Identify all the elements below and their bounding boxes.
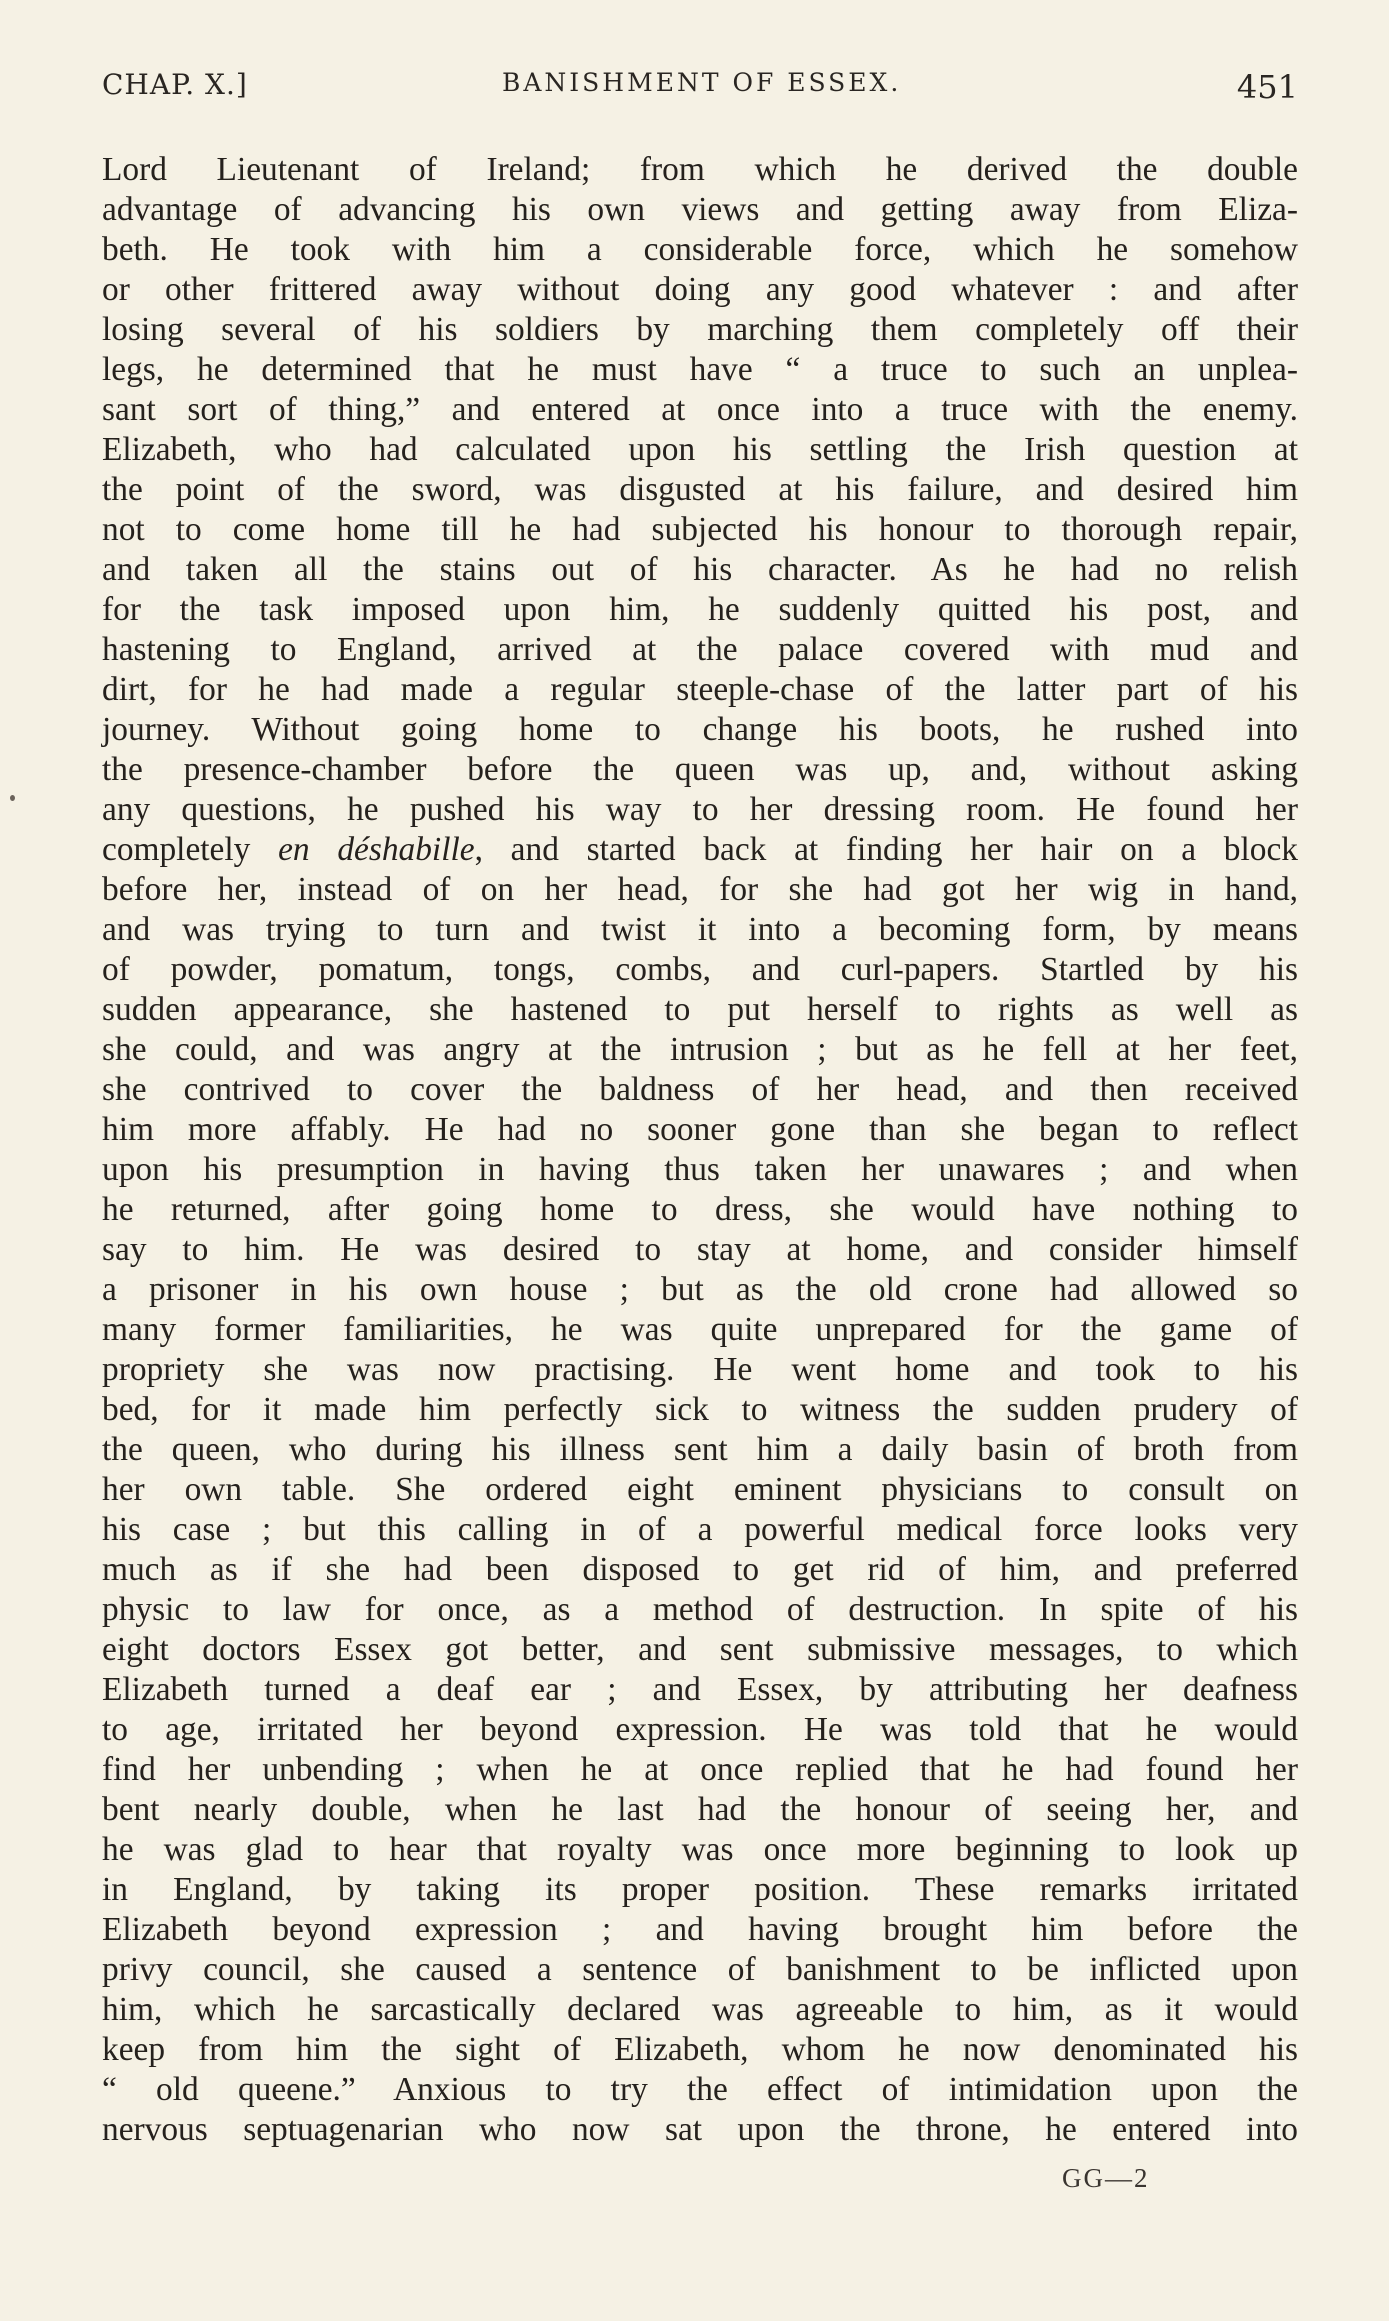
text-line: upon his presumption in having thus taken her unawares ; and when [102,1151,1298,1188]
text-line: much as if she had been disposed to get rid of him, and preferred [102,1551,1298,1588]
text-line: him, which he sarcastically declared was agreeable to him, as it would [102,1991,1298,2028]
text-line: propriety she was now practising. He went home and took to his [102,1351,1298,1388]
signature-mark: GG—2 [1062,2163,1150,2193]
text-line: a prisoner in his own house ; but as the old crone had allowed so [102,1271,1298,1308]
text-line: the point of the sword, was disgusted at his failure, and desired him [102,471,1298,508]
text-line: him more affably. He had no sooner gone than she began to reflect [102,1111,1298,1148]
text-line: bent nearly double, when he last had the honour of seeing her, and [102,1791,1298,1828]
text-line: Elizabeth turned a deaf ear ; and Essex, by attributing her deafness [102,1671,1298,1708]
text-line: any questions, he pushed his way to her dressing room. He found her [102,791,1298,828]
page-number: 451 [1236,68,1298,106]
text-line: Elizabeth, who had calculated upon his settling the Irish question at [102,431,1298,468]
text-line: he returned, after going home to dress, she would have nothing to [102,1191,1298,1228]
text-line: say to him. He was desired to stay at home, and consider himself [102,1231,1298,1268]
text-line: keep from him the sight of Elizabeth, whom he now denominated his [102,2031,1298,2068]
text-line: dirt, for he had made a regular steeple-chase of the latter part of his [102,671,1298,708]
text-line: beth. He took with him a considerable force, which he somehow [102,231,1298,268]
text-line-italic: completely en déshabille, and started back at finding her hair on a block [102,831,1298,868]
text-line: she could, and was angry at the intrusion ; but as he fell at her feet, [102,1031,1298,1068]
text-line: for the task imposed upon him, he suddenly quitted his post, and [102,591,1298,628]
text-line: the queen, who during his illness sent him a daily basin of broth from [102,1431,1298,1468]
text-line: and taken all the stains out of his character. As he had no relish [102,551,1298,588]
margin-speck [10,795,15,801]
text-line: not to come home till he had subjected his honour to thorough repair, [102,511,1298,548]
text-line: legs, he determined that he must have “ a truce to such an unplea- [102,351,1298,388]
text-line: journey. Without going home to change his boots, he rushed into [102,711,1298,748]
text-line: privy council, she caused a sentence of banishment to be inflicted upon [102,1951,1298,1988]
text-line: of powder, pomatum, tongs, combs, and curl-papers. Startled by his [102,951,1298,988]
text-line: “ old queene.” Anxious to try the effect of intimidation upon the [102,2071,1298,2108]
text-line: sant sort of thing,” and entered at once into a truce with the enemy. [102,391,1298,428]
text-line: sudden appearance, she hastened to put herself to rights as well as [102,991,1298,1028]
text-line: advantage of advancing his own views and getting away from Eliza- [102,191,1298,228]
text-line: his case ; but this calling in of a powerful medical force looks very [102,1511,1298,1548]
text-line: hastening to England, arrived at the palace covered with mud and [102,631,1298,668]
text-line: physic to law for once, as a method of destruction. In spite of his [102,1591,1298,1628]
text-line: eight doctors Essex got better, and sent submissive messages, to which [102,1631,1298,1668]
text-line: to age, irritated her beyond expression. He was told that he would [102,1711,1298,1748]
text-line: nervous septuagenarian who now sat upon the throne, he entered into [102,2111,1298,2148]
text-line: her own table. She ordered eight eminent physicians to consult on [102,1471,1298,1508]
text-line: or other frittered away without doing any good whatever : and after [102,271,1298,308]
text-line: and was trying to turn and twist it into a becoming form, by means [102,911,1298,948]
text-line: Lord Lieutenant of Ireland; from which he derived the double [102,151,1298,188]
text-line: he was glad to hear that royalty was once more beginning to look up [102,1831,1298,1868]
text-line: many former familiarities, he was quite unprepared for the game of [102,1311,1298,1348]
italic-phrase: en déshabille [278,831,475,868]
text-line: find her unbending ; when he at once replied that he had found her [102,1751,1298,1788]
text-line: losing several of his soldiers by marching them completely off their [102,311,1298,348]
body-text [102,150,1298,2150]
text-line: before her, instead of on her head, for she had got her wig in hand, [102,871,1298,908]
running-title: BANISHMENT OF ESSEX. [502,68,902,97]
text-line: Elizabeth beyond expression ; and having brought him before the [102,1911,1298,1948]
text-line: bed, for it made him perfectly sick to witness the sudden prudery of [102,1391,1298,1428]
text-line: she contrived to cover the baldness of her head, and then received [102,1071,1298,1108]
text-line: the presence-chamber before the queen was up, and, without asking [102,751,1298,788]
chapter-label: CHAP. X.] [102,68,248,101]
running-head [102,68,1298,108]
text-line: in England, by taking its proper position. These remarks irritated [102,1871,1298,1908]
